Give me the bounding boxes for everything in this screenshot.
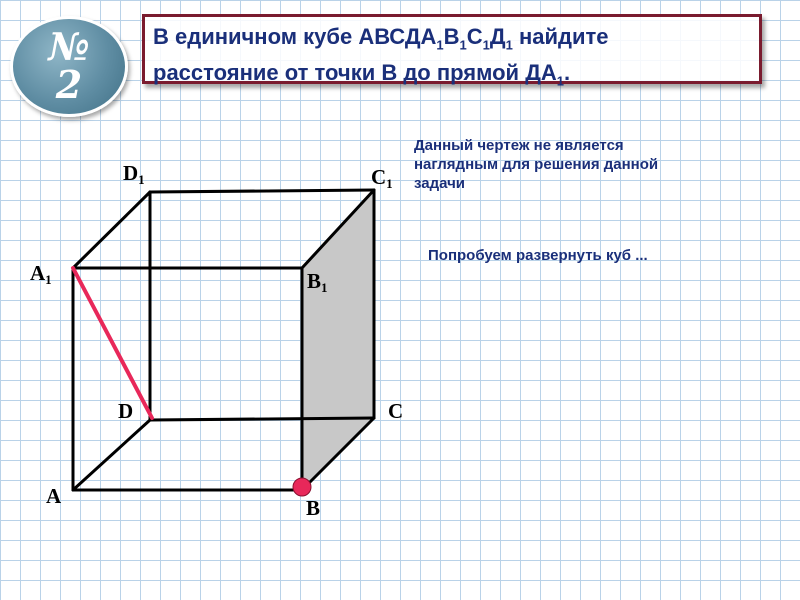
remark-line-1: Данный чертеж не является bbox=[414, 137, 624, 154]
remark-line-2: наглядным для решения данной bbox=[414, 156, 659, 173]
problem-line-1: В единичном кубе $АВСДА_1В_1С_1Д_1$ найдите bbox=[153, 24, 609, 53]
edge-dc bbox=[150, 418, 374, 420]
vertex-label-a: A bbox=[46, 484, 62, 508]
remark-line-3: задачи bbox=[414, 175, 466, 192]
segment-da1 bbox=[73, 268, 152, 418]
shaded-face-bcc1b1 bbox=[302, 190, 374, 490]
problem-number: 2 bbox=[55, 62, 83, 107]
number-sign: № bbox=[48, 24, 90, 69]
vertex-label-c1: C1 bbox=[371, 165, 393, 191]
vertex-label-b1: B1 bbox=[307, 269, 328, 295]
edge-ad bbox=[73, 420, 150, 490]
problem-line-2: расстояние от точки В до прямой $ДА_1$. bbox=[153, 60, 571, 89]
edge-d1c1 bbox=[150, 190, 374, 192]
unfold-hint: Попробуем развернуть куб ... bbox=[428, 247, 648, 264]
vertex-label-c: C bbox=[388, 399, 404, 423]
vertex-label-a1: A1 bbox=[30, 261, 52, 287]
point-b-marker bbox=[293, 478, 311, 496]
vertex-label-d: D bbox=[118, 399, 134, 423]
edge-a1d1 bbox=[73, 192, 150, 268]
vertex-label-b: B bbox=[306, 496, 321, 520]
vertex-label-d1: D1 bbox=[123, 161, 145, 187]
